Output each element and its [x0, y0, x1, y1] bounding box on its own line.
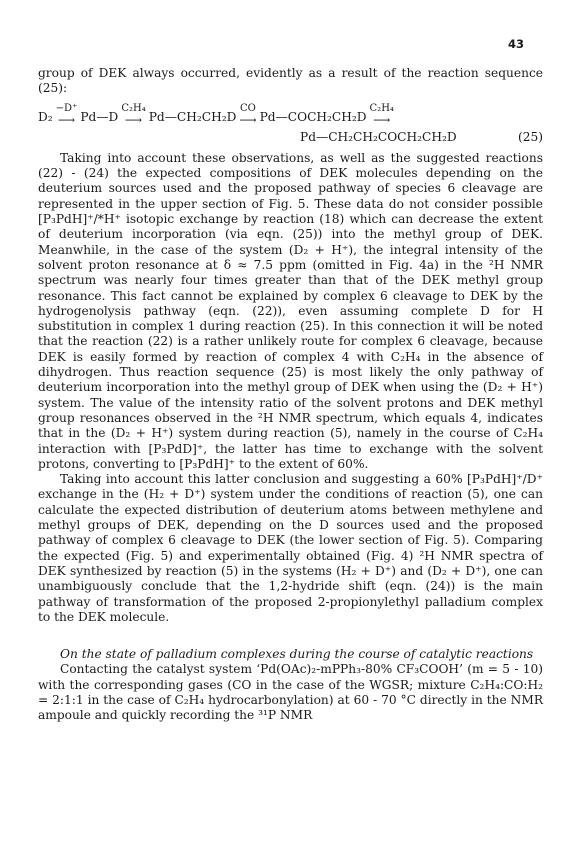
arrow-label-1: −D⁺	[55, 102, 78, 114]
arrow-label-4: C₂H₄	[369, 102, 394, 114]
right-arrow-icon: ⟶	[373, 112, 391, 127]
species-pd-acyl: Pd—COCH₂CH₂D	[259, 110, 367, 125]
paragraph-2: Taking into account this latter conclusion and suggesting a 60% [P₃PdH]⁺/D⁺ exchange in the (H₂ + D⁺) system under the conditions of reaction (5), one can calculate the expected distribution of deuterium atoms between methylene and methyl groups of DEK, depending on the D sources used and the proposed pathway of complex 6 cleavage to DEK (the lower section of Fig. 5). Comparing the expected (Fig. 5) and experimentally obtained (Fig. 4) ²H NMR spectra of DEK synthesized by reaction (5) in the systems (H₂ + D⁺) and (D₂ + D⁺), one can unambiguously conclude that the 1,2-hydride shift (eqn. (24)) is the main pathway of transformation of the proposed 2-propionylethyl palladium complex to the DEK molecule.	[38, 472, 543, 624]
intro-text: group of DEK always occurred, evidently as a result of the reaction sequence (25):	[38, 66, 543, 96]
section-heading: On the state of palladium complexes during the course of catalytic reactions	[60, 647, 534, 662]
right-arrow-icon: ⟶	[124, 112, 143, 127]
reaction-arrow-1	[56, 103, 78, 126]
arrow-label-2: C₂H₄	[121, 102, 146, 114]
arrow-label-3: CO	[240, 102, 256, 114]
species-pd-d: Pd—D	[80, 110, 119, 125]
reaction-product-line	[300, 130, 543, 145]
reaction-sequence	[38, 103, 543, 126]
body-text	[38, 66, 543, 724]
paragraph-3: Contacting the catalyst system ‘Pd(OAc)₂-mPPh₃-80% CF₃COOH’ (m = 5 - 10) with the corresponding gases (CO in the case of the WGSR; mixture C₂H₄:CO:H₂ = 2:1:1 in the case of C₂H₄ hydrocarbonylation) at 60 - 70 °C directly in the NMR ampoule and quickly recording the ³¹P NMR	[38, 662, 543, 723]
reaction-arrow-3	[239, 103, 256, 126]
species-product: Pd—CH₂CH₂COCH₂CH₂D	[300, 129, 457, 144]
page-number: 43	[507, 37, 524, 51]
paragraph-1: Taking into account these observations, as well as the suggested reactions (22) - (24) the expected compositions of DEK molecules depending on the deuterium sources used and the proposed pathway of species 6 cleavage are represented in the upper section of Fig. 5. These data do not consider possible [P₃PdH]⁺/*H⁺ isotopic exchange by reaction (18) which can decrease the extent of deuterium incorporation (via eqn. (25)) into the methyl group of DEK. Meanwhile, in the case of the system (D₂ + H⁺), the integral intensity of the solvent proton resonance at δ ≈ 7.5 ppm (omitted in Fig. 4a) in the ²H NMR spectrum was nearly four times greater than that of the DEK methyl group resonance. This fact cannot be explained by complex 6 cleavage to DEK by the hydrogenolysis pathway (eqn. (22)), even assuming complete D for H substitution in complex 1 during reaction (25). In this connection it will be noted that the reaction (22) is a rather unlikely route for complex 6 cleavage, because DEK is easily formed by reaction of complex 4 with C₂H₄ in the absence of dihydrogen. Thus reaction sequence (25) is most likely the only pathway of deuterium incorporation into the methyl group of DEK when using the (D₂ + H⁺) system. The value of the intensity ratio of the solvent protons and DEK methyl group resonances observed in the ²H NMR spectrum, which equals 4, indicates that in the (D₂ + H⁺) system during reaction (5), namely in the course of C₂H₄ interaction with [P₃PdD]⁺, the latter has time to exchange with the solvent protons, converting to [P₃PdH]⁺ to the extent of 60%.	[38, 150, 543, 471]
equation-number: (25)	[517, 129, 543, 144]
species-pd-ethyl: Pd—CH₂CH₂D	[148, 110, 237, 125]
species-d2: D₂	[38, 110, 53, 125]
reaction-arrow-4	[370, 103, 394, 126]
right-arrow-icon: ⟶	[57, 112, 76, 127]
reaction-arrow-2	[121, 103, 145, 126]
right-arrow-icon: ⟶	[239, 112, 257, 127]
